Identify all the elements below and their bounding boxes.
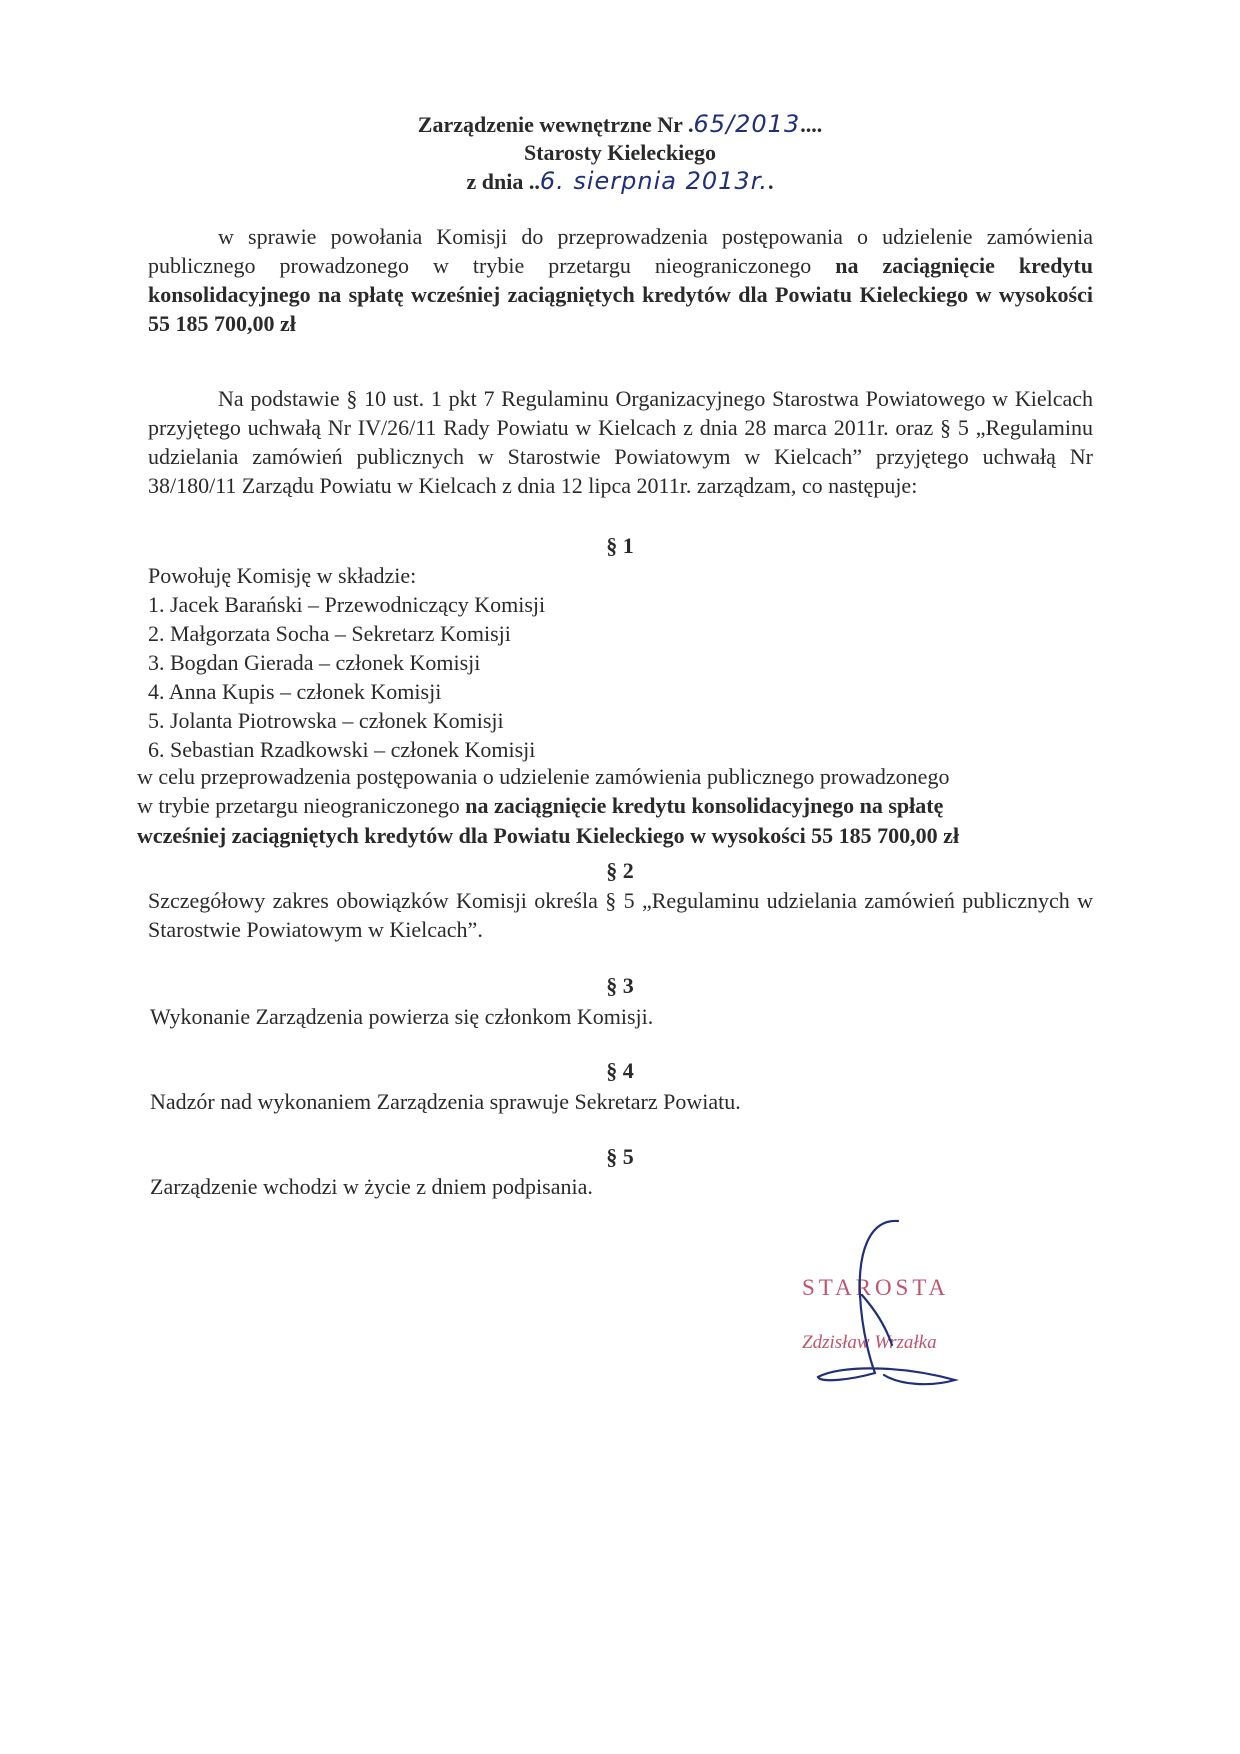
issuer-line: Starosty Kieleckiego xyxy=(523,140,717,165)
section-4-heading: § 4 xyxy=(606,1058,634,1083)
section-4-text: Nadzór nad wykonaniem Zarządzenia sprawuje Sekretarz Powiatu. xyxy=(150,1089,741,1114)
section-5-heading: § 5 xyxy=(606,1144,634,1169)
date-suffix: . xyxy=(768,169,774,194)
handwritten-signature xyxy=(780,1215,1000,1395)
date-line xyxy=(0,167,1240,196)
purpose-line-2: w trybie przetargu nieograniczonego na zaciągnięcie kredytu konsolidacyjnego na spłatę xyxy=(137,793,944,818)
purpose-line-3: wcześniej zaciągniętych kredytów dla Powiatu Kieleckiego w wysokości 55 185 700,00 zł xyxy=(137,823,960,848)
title-suffix: .... xyxy=(800,112,823,137)
subject-paragraph xyxy=(148,222,1093,338)
title-line xyxy=(0,110,1240,139)
handwritten-date: 6. sierpnia 2013r. xyxy=(539,167,768,195)
document-header xyxy=(0,110,1240,196)
member-item: 4. Anna Kupis – członek Komisji xyxy=(148,679,442,704)
subject-text: w sprawie powołania Komisji do przeprowadzenia postępowania o udzielenie zamówienia publicznego prowadzonego w trybie przetargu nieograniczonego xyxy=(148,224,1093,278)
stamp-title: STAROSTA xyxy=(802,1275,950,1300)
section-5-text: Zarządzenie wchodzi w życie z dniem podpisania. xyxy=(150,1174,593,1199)
subject-bold-text: na zaciągnięcie kredytu konsolidacyjnego na spłatę wcześniej zaciągniętych kredytów dla Powiatu Kieleckiego w wysokości 55 185 700,00 zł xyxy=(148,253,1093,336)
stamp-name: Zdzisław Wrzałka xyxy=(802,1332,937,1353)
member-item: 5. Jolanta Piotrowska – członek Komisji xyxy=(148,708,504,733)
section-2-text: Szczegółowy zakres obowiązków Komisji określa § 5 „Regulaminu udzielania zamówień publicznych w Starostwie Powiatowym w Kielcach”. xyxy=(148,888,1093,942)
section-3-heading: § 3 xyxy=(606,973,634,998)
member-item: 1. Jacek Barański – Przewodniczący Komisji xyxy=(148,592,546,617)
member-item: 2. Małgorzata Socha – Sekretarz Komisji xyxy=(148,621,511,646)
signature-stamp-area xyxy=(780,1215,1000,1395)
committee-intro: Powołuję Komisję w składzie: xyxy=(148,563,417,588)
purpose-line-1: w celu przeprowadzenia postępowania o udzielenie zamówienia publicznego prowadzonego xyxy=(137,764,950,789)
signature-stroke xyxy=(818,1221,955,1384)
legal-basis-paragraph: Na podstawie § 10 ust. 1 pkt 7 Regulaminu Organizacyjnego Starostwa Powiatowego w Kielcach przyjętego uchwałą Nr IV/26/11 Rady Powiatu w Kielcach z dnia 28 marca 2011r. oraz § 5 „Regulaminu udzielania zamówień publicznych w Starostwie Powiatowym w Kielcach” przyjętego uchwałą Nr 38/180/11 Zarządu Powiatu w Kielcach z dnia 12 lipca 2011r. zarządzam, co następuje: xyxy=(148,386,1093,498)
title-prefix: Zarządzenie wewnętrzne Nr . xyxy=(417,112,694,137)
member-item: 3. Bogdan Gierada – członek Komisji xyxy=(148,650,481,675)
member-item: 6. Sebastian Rzadkowski – członek Komisji xyxy=(148,737,536,762)
section-3-text: Wykonanie Zarządzenia powierza się członkom Komisji. xyxy=(150,1004,654,1029)
handwritten-number: 65/2013 xyxy=(693,110,801,138)
section-2-heading: § 2 xyxy=(606,858,634,883)
committee-members-list xyxy=(148,590,1093,764)
section-1-heading: § 1 xyxy=(606,533,634,558)
date-prefix: z dnia .. xyxy=(466,169,540,194)
